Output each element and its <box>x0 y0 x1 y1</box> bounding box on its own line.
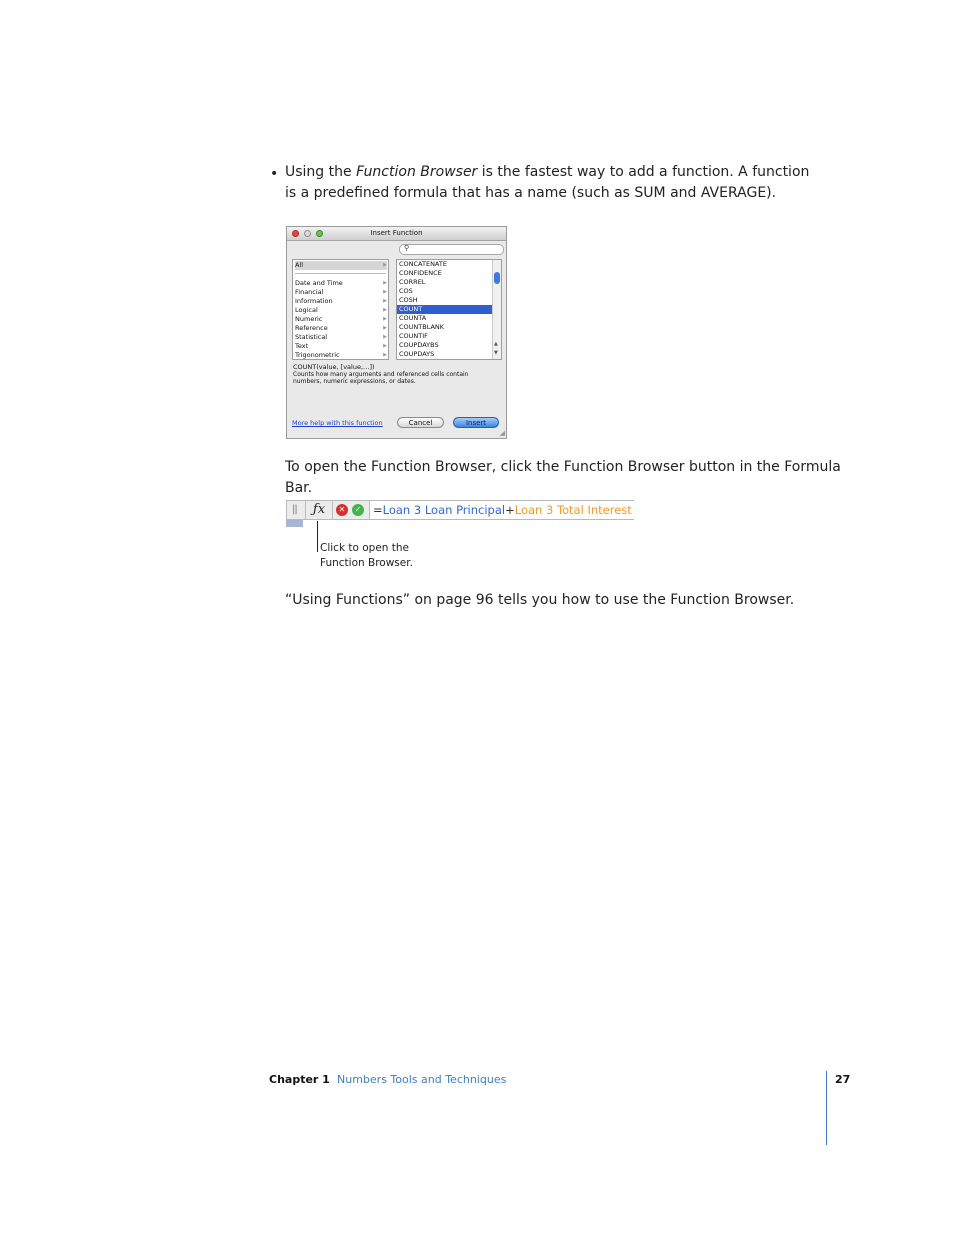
function-item[interactable]: COSH <box>399 296 418 304</box>
category-item[interactable] <box>295 342 387 351</box>
footer-divider <box>826 1071 827 1145</box>
disclosure-arrow-icon: ▶ <box>383 298 387 304</box>
search-icon: ⚲ <box>404 244 410 252</box>
category-label: Date and Time <box>295 279 343 287</box>
more-help-link[interactable]: More help with this function <box>292 419 383 427</box>
function-search-input[interactable] <box>399 244 504 255</box>
category-label: Logical <box>295 306 318 314</box>
category-label: Trigonometric <box>295 351 340 359</box>
category-label: Text <box>295 342 309 350</box>
footer-chapter-title: Numbers Tools and Techniques <box>337 1073 507 1086</box>
disclosure-arrow-icon: ▶ <box>383 334 387 340</box>
category-label: Numeric <box>295 315 323 323</box>
category-item[interactable] <box>295 297 387 306</box>
insert-button[interactable]: Insert <box>453 417 499 428</box>
function-list <box>396 259 502 360</box>
function-item[interactable]: COUNTBLANK <box>399 323 445 331</box>
drag-handle-icon[interactable]: || <box>292 504 297 515</box>
formula-bar-paragraph: To open the Function Browser, click the Function Browser button in the Formula Bar. <box>285 459 841 496</box>
cell-reference-token[interactable]: Loan 3 Loan Principal <box>382 503 506 517</box>
scroll-down-icon[interactable]: ▼ <box>494 350 498 356</box>
category-item[interactable] <box>295 351 387 360</box>
formula-input[interactable] <box>369 501 634 519</box>
disclosure-arrow-icon: ▶ <box>383 280 387 286</box>
category-item[interactable] <box>295 288 387 297</box>
disclosure-arrow-icon: ▶ <box>383 289 387 295</box>
formula-operator: + <box>505 503 515 517</box>
function-browser-term: Function Browser <box>356 164 478 180</box>
category-label: All <box>295 261 304 269</box>
function-item[interactable]: COUNTA <box>399 314 427 322</box>
scroll-up-icon[interactable]: ▲ <box>494 341 498 347</box>
disclosure-arrow-icon: ▶ <box>383 307 387 313</box>
close-window-icon[interactable] <box>292 230 299 237</box>
disclosure-arrow-icon: ▶ <box>383 352 387 358</box>
function-item[interactable]: COUPDAYS <box>399 350 435 358</box>
function-item[interactable]: COUNTIF <box>399 332 428 340</box>
category-item[interactable] <box>295 306 387 315</box>
function-item-selected[interactable]: COUNT <box>397 305 493 314</box>
cross-reference-paragraph: “Using Functions” on page 96 tells you how to use the Function Browser. <box>285 592 795 608</box>
page-number: 27 <box>835 1073 851 1086</box>
cell-indicator <box>286 520 303 527</box>
category-item[interactable] <box>295 333 387 342</box>
category-label: Reference <box>295 324 328 332</box>
formula-bar <box>286 500 634 520</box>
function-item[interactable]: COUPDAYBS <box>399 341 439 349</box>
zoom-window-icon[interactable] <box>316 230 323 237</box>
intro-paragraph <box>285 162 815 204</box>
callout-line <box>317 521 318 552</box>
scroll-thumb[interactable] <box>494 272 500 284</box>
category-label: Information <box>295 297 333 305</box>
category-label: Statistical <box>295 333 328 341</box>
category-list <box>292 259 389 360</box>
bullet-marker: • <box>270 166 279 182</box>
disclosure-arrow-icon: ▶ <box>383 325 387 331</box>
formula-equals: = <box>373 503 383 517</box>
callout-line-1: Click to open the <box>320 542 410 554</box>
resize-grip-icon[interactable]: ◢ <box>499 429 505 437</box>
disclosure-arrow-icon: ▶ <box>383 343 387 349</box>
callout-caption <box>320 541 413 571</box>
category-item-all[interactable] <box>295 261 387 270</box>
disclosure-arrow-icon: ▶ <box>383 316 387 322</box>
category-divider <box>295 273 386 274</box>
function-item[interactable]: CONCATENATE <box>399 260 447 268</box>
function-description: Counts how many arguments and referenced cells contain numbers, numeric expressions, or dates. <box>293 371 469 385</box>
function-browser-button[interactable]: ƒx <box>305 501 333 519</box>
minimize-window-icon[interactable] <box>304 230 311 237</box>
cancel-button[interactable]: Cancel <box>397 417 444 428</box>
cancel-formula-icon[interactable]: ✕ <box>336 504 348 516</box>
function-item[interactable]: COS <box>399 287 413 295</box>
function-list-scrollbar[interactable] <box>492 260 501 359</box>
function-item[interactable]: CORREL <box>399 278 426 286</box>
intro-text-pre: Using the <box>285 164 357 180</box>
cell-reference-token[interactable]: Loan 3 Total Interest <box>514 503 632 517</box>
insert-function-dialog <box>286 226 507 439</box>
function-syntax: COUNT(value, [value,…]) <box>293 363 375 371</box>
function-item[interactable]: CONFIDENCE <box>399 269 442 277</box>
intro-text-post: is the fastest way to add a function. A function is a predefined formula that has a name (such as SUM and AVERAGE). <box>285 164 810 201</box>
callout-line-2: Function Browser. <box>320 557 413 569</box>
dialog-titlebar <box>287 227 506 241</box>
dialog-title: Insert Function <box>370 229 423 237</box>
category-item[interactable] <box>295 279 387 288</box>
disclosure-arrow-icon: ▶ <box>383 262 387 268</box>
accept-formula-icon[interactable]: ✓ <box>352 504 364 516</box>
category-label: Financial <box>295 288 324 296</box>
category-item[interactable] <box>295 315 387 324</box>
footer-chapter: Chapter 1 <box>269 1073 330 1086</box>
category-item[interactable] <box>295 324 387 333</box>
